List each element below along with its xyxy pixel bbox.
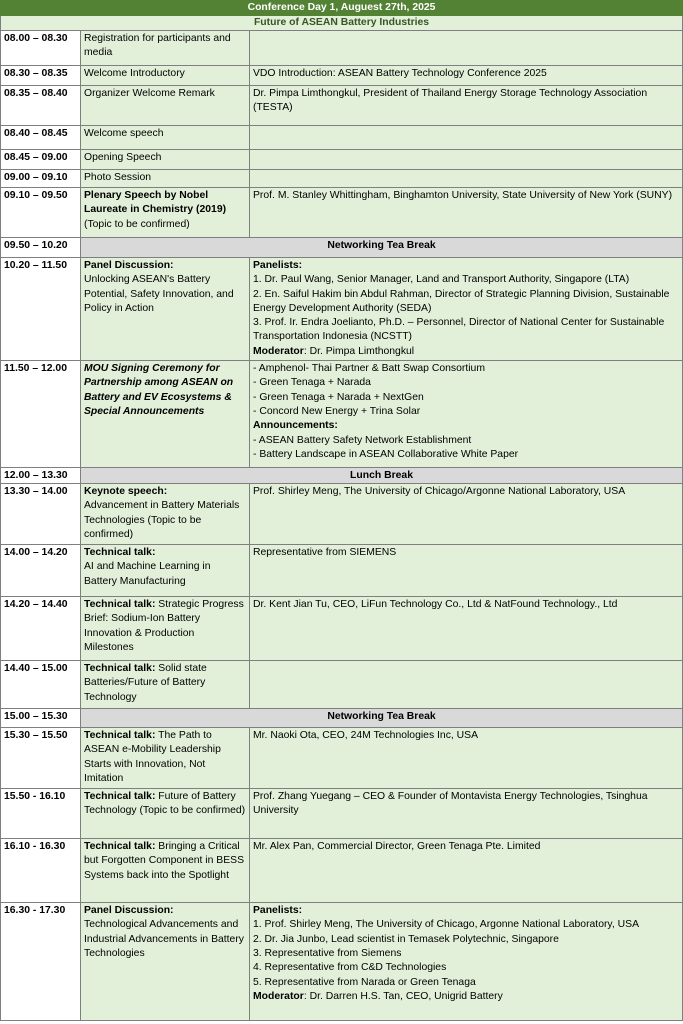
session-description: Advancement in Battery Materials Technologies (Topic to be confirmed) — [84, 500, 240, 540]
session-title: Panel Discussion: — [84, 260, 174, 271]
agenda-row — [1, 903, 683, 1021]
session-cell — [81, 258, 250, 361]
time-cell: 09.50 – 10.20 — [1, 238, 81, 258]
session-cell — [81, 839, 250, 903]
session-cell — [81, 188, 250, 238]
session-cell — [81, 728, 250, 789]
session-title: Technical talk: — [84, 599, 156, 611]
time-cell: 08.40 – 08.45 — [1, 126, 81, 150]
detail-cell — [250, 150, 683, 170]
conference-title: Conference Day 1, Auguest 27th, 2025 — [1, 1, 683, 16]
detail-cell: Dr. Pimpa Limthongkul, President of Thailand Energy Storage Technology Association (TESTA) — [250, 86, 683, 126]
session-cell: MOU Signing Ceremony for Partnership among ASEAN on Battery and EV Ecosystems & Special Announcements — [81, 361, 250, 468]
agenda-row — [1, 86, 683, 126]
time-cell: 15.00 – 15.30 — [1, 709, 81, 728]
time-cell: 08.45 – 09.00 — [1, 150, 81, 170]
session-cell — [81, 484, 250, 545]
detail-cell: Prof. Shirley Meng, The University of Chicago/Argonne National Laboratory, USA — [250, 484, 683, 545]
moderator-name: : Dr. Darren H.S. Tan, CEO, Unigrid Battery — [303, 990, 503, 1002]
session-description: (Topic to be confirmed) — [84, 218, 190, 230]
detail-cell — [250, 126, 683, 150]
agenda-row — [1, 150, 683, 170]
moderator-line — [253, 345, 679, 359]
break-label: Networking Tea Break — [81, 709, 683, 728]
agenda-row — [1, 170, 683, 188]
time-cell: 14.40 – 15.00 — [1, 661, 81, 709]
panelist: 2. Dr. Jia Junbo, Lead scientist in Temasek Polytechnic, Singapore — [253, 933, 559, 945]
time-cell: 12.00 – 13.30 — [1, 468, 81, 484]
agenda-row — [1, 839, 683, 903]
detail-cell: Mr. Naoki Ota, CEO, 24M Technologies Inc, USA — [250, 728, 683, 789]
panelist: 4. Representative from C&D Technologies — [253, 962, 447, 974]
agenda-row — [1, 661, 683, 709]
session-description: The Path to ASEAN e-Mobility Leadership Starts with Innovation, Not Imitation — [84, 730, 221, 784]
moderator-name: : Dr. Pimpa Limthongkul — [303, 345, 415, 357]
session-title: Technical talk: — [84, 841, 156, 853]
session-description: AI and Machine Learning in Battery Manufacturing — [84, 561, 211, 587]
time-cell: 13.30 – 14.00 — [1, 484, 81, 545]
detail-cell — [250, 903, 683, 1021]
agenda-row — [1, 31, 683, 66]
detail-cell: Representative from SIEMENS — [250, 545, 683, 597]
mou-item: - Green Tenaga + Narada + NextGen — [253, 391, 424, 403]
break-label: Networking Tea Break — [81, 238, 683, 258]
session-title: Technical talk: — [84, 663, 156, 675]
time-cell: 09.10 – 09.50 — [1, 188, 81, 238]
agenda-row — [1, 126, 683, 150]
session-title: Technical talk: — [84, 791, 156, 803]
agenda-row — [1, 66, 683, 86]
panelists-label: Panelists: — [253, 260, 303, 271]
session-description: Future of Battery Technology (Topic to be confirmed) — [84, 791, 246, 817]
time-cell: 09.00 – 09.10 — [1, 170, 81, 188]
panelist: 2. En. Saiful Hakim bin Abdul Rahman, Director of Strategic Planning Division, Sustainable Energy Development Authority (SEDA) — [253, 288, 670, 314]
time-cell: 08.35 – 08.40 — [1, 86, 81, 126]
panelist: 5. Representative from Narada or Green Tenaga — [253, 976, 476, 988]
time-cell: 10.20 – 11.50 — [1, 258, 81, 361]
time-cell: 11.50 – 12.00 — [1, 361, 81, 468]
agenda-row — [1, 258, 683, 361]
mou-item: - Amphenol- Thai Partner & Batt Swap Consortium — [253, 363, 485, 375]
detail-cell — [250, 31, 683, 66]
session-cell — [81, 597, 250, 661]
session-description: Technological Advancements and Industrial Advancements in Battery Technologies — [84, 919, 244, 959]
session-cell — [81, 661, 250, 709]
break-label: Lunch Break — [81, 468, 683, 484]
session-cell — [81, 903, 250, 1021]
detail-cell: Mr. Alex Pan, Commercial Director, Green Tenaga Pte. Limited — [250, 839, 683, 903]
session-title: Plenary Speech by Nobel Laureate in Chemistry (2019) — [84, 190, 227, 216]
time-cell: 15.30 – 15.50 — [1, 728, 81, 789]
detail-cell — [250, 170, 683, 188]
announcement-item: - ASEAN Battery Safety Network Establishment — [253, 434, 472, 446]
panelist: 1. Prof. Shirley Meng, The University of Chicago, Argonne National Laboratory, USA — [253, 919, 639, 931]
mou-item: - Green Tenaga + Narada — [253, 377, 371, 389]
panelist: 1. Dr. Paul Wang, Senior Manager, Land and Transport Authority, Singapore (LTA) — [253, 274, 630, 286]
header-row — [1, 1, 683, 16]
time-cell: 16.10 - 16.30 — [1, 839, 81, 903]
time-cell: 15.50 - 16.10 — [1, 789, 81, 839]
session-title: Keynote speech: — [84, 486, 168, 498]
subtitle-row — [1, 16, 683, 31]
detail-cell — [250, 258, 683, 361]
session-description: Solid state Batteries/Future of Battery Technology — [84, 663, 207, 703]
time-cell: 14.00 – 14.20 — [1, 545, 81, 597]
session-title: Panel Discussion: — [84, 905, 174, 917]
agenda-row — [1, 545, 683, 597]
session-title: Technical talk: — [84, 547, 156, 559]
session-cell: Opening Speech — [81, 150, 250, 170]
time-cell: 08.00 – 08.30 — [1, 31, 81, 66]
break-row — [1, 468, 683, 484]
session-description: Unlocking ASEAN's Battery Potential, Safety Innovation, and Policy in Action — [84, 274, 234, 314]
mou-item: - Concord New Energy + Trina Solar — [253, 405, 421, 417]
moderator-line — [253, 990, 679, 1004]
panelists-label: Panelists: — [253, 905, 303, 917]
detail-cell: VDO Introduction: ASEAN Battery Technology Conference 2025 — [250, 66, 683, 86]
session-cell — [81, 789, 250, 839]
panelist: 3. Prof. Ir. Endra Joelianto, Ph.D. – Personnel, Director of National Center for Sustainable Transportation Indonesia (NCSTT) — [253, 317, 665, 343]
detail-cell: Dr. Kent Jian Tu, CEO, LiFun Technology Co., Ltd & NatFound Technology., Ltd — [250, 597, 683, 661]
detail-cell: Prof. M. Stanley Whittingham, Binghamton University, State University of New York (SUNY) — [250, 188, 683, 238]
time-cell: 14.20 – 14.40 — [1, 597, 81, 661]
announcements-label: Announcements: — [253, 420, 338, 432]
agenda-row — [1, 484, 683, 545]
session-cell — [81, 545, 250, 597]
moderator-label: Moderator — [253, 345, 304, 357]
agenda-row — [1, 728, 683, 789]
break-row — [1, 238, 683, 258]
agenda-row — [1, 188, 683, 238]
agenda-row — [1, 361, 683, 468]
moderator-label: Moderator — [253, 990, 304, 1002]
session-cell: Photo Session — [81, 170, 250, 188]
agenda-row — [1, 597, 683, 661]
panelist: 3. Representative from Siemens — [253, 947, 402, 959]
time-cell: 08.30 – 08.35 — [1, 66, 81, 86]
session-description: Bringing a Critical but Forgotten Component in BESS Systems back into the Spotlight — [84, 841, 244, 881]
session-cell: Organizer Welcome Remark — [81, 86, 250, 126]
detail-cell — [250, 361, 683, 468]
session-cell: Welcome speech — [81, 126, 250, 150]
session-cell: Registration for participants and media — [81, 31, 250, 66]
detail-cell: Prof. Zhang Yuegang – CEO & Founder of Montavista Energy Technologies, Tsinghua University — [250, 789, 683, 839]
announcement-item: - Battery Landscape in ASEAN Collaborative White Paper — [253, 448, 519, 460]
conference-subtitle: Future of ASEAN Battery Industries — [1, 16, 683, 31]
session-title: Technical talk: — [84, 730, 156, 742]
session-description: Strategic Progress Brief: Sodium-Ion Battery Innovation & Production Milestones — [84, 599, 244, 653]
agenda-row — [1, 789, 683, 839]
break-row — [1, 709, 683, 728]
detail-cell — [250, 661, 683, 709]
time-cell: 16.30 - 17.30 — [1, 903, 81, 1021]
session-cell: Welcome Introductory — [81, 66, 250, 86]
